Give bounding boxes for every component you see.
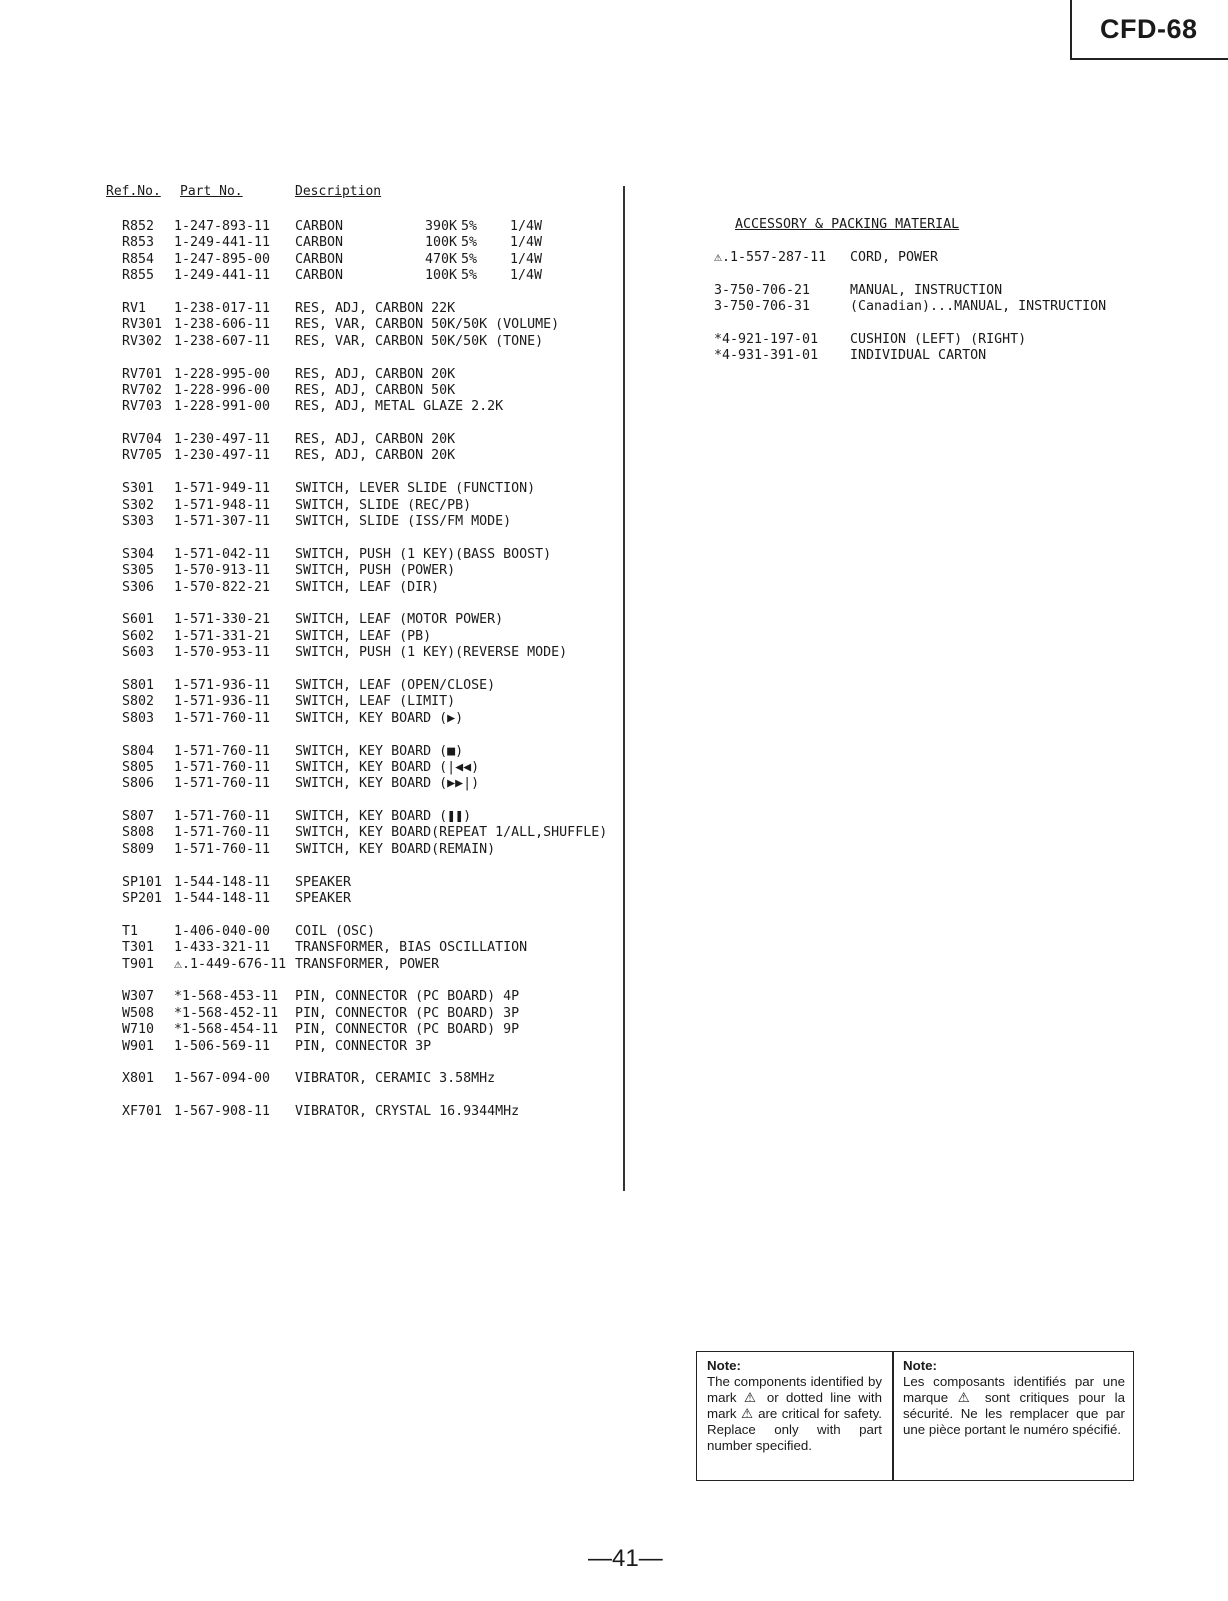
- note-english-heading: Note:: [707, 1358, 741, 1373]
- part-number: 1-570-953-11: [174, 645, 271, 661]
- part-number: 1-506-569-11: [174, 1038, 271, 1054]
- part-description: CARBON: [295, 219, 344, 234]
- part-description: PIN, CONNECTOR (PC BOARD) 3P: [295, 1005, 520, 1021]
- part-description: SWITCH, LEAF (PB): [295, 628, 432, 644]
- part-description: RES, ADJ, CARBON 20K: [295, 366, 456, 382]
- accessory-part-number: ⚠.1-557-287-11: [714, 250, 827, 265]
- part-description: SWITCH, KEY BOARD (■): [295, 743, 464, 759]
- part-ref: S602: [122, 628, 155, 644]
- part-description: PIN, CONNECTOR 3P: [295, 1038, 432, 1054]
- part-ref: S603: [122, 645, 155, 661]
- part-row: [0, 924, 625, 940]
- page-number: —41—: [588, 1545, 663, 1572]
- part-row: [0, 678, 625, 694]
- part-description: SWITCH, LEAF (OPEN/CLOSE): [295, 677, 496, 693]
- part-ref: T1: [122, 923, 139, 939]
- part-row: [0, 629, 625, 645]
- part-ref: S802: [122, 694, 155, 710]
- part-ref: RV705: [122, 448, 163, 464]
- accessory-description: INDIVIDUAL CARTON: [850, 348, 987, 364]
- part-description: SWITCH, PUSH (1 KEY)(BASS BOOST): [295, 546, 552, 562]
- model-title: CFD-68: [1100, 14, 1198, 44]
- part-ref: RV702: [122, 382, 163, 398]
- part-number: 1-247-893-11: [174, 219, 271, 234]
- part-description: SWITCH, LEAF (MOTOR POWER): [295, 612, 504, 628]
- part-ref: S807: [122, 809, 155, 825]
- part-value: 470K: [425, 251, 458, 267]
- part-ref: X801: [122, 1071, 155, 1087]
- part-number: ⚠.1-449-676-11: [174, 956, 287, 972]
- part-number: 1-571-307-11: [174, 514, 271, 530]
- accessory-part-number: *4-921-197-01: [714, 331, 819, 347]
- part-row: [0, 219, 625, 235]
- part-number: 1-544-148-11: [174, 891, 271, 907]
- part-number: 1-571-949-11: [174, 481, 271, 497]
- part-ref: S304: [122, 546, 155, 562]
- part-description: COIL (OSC): [295, 923, 376, 939]
- part-number: 1-230-497-11: [174, 448, 271, 464]
- part-ref: RV301: [122, 317, 163, 333]
- part-row: [0, 1104, 625, 1120]
- part-description: CARBON: [295, 235, 344, 251]
- part-wattage: 1/4W: [510, 268, 543, 284]
- part-description: SWITCH, KEY BOARD(REMAIN): [295, 841, 496, 857]
- part-description: SWITCH, SLIDE (REC/PB): [295, 497, 472, 513]
- part-number: 1-228-991-00: [174, 399, 271, 415]
- part-row: [0, 875, 625, 891]
- part-row: [0, 514, 625, 530]
- part-ref: T901: [122, 956, 155, 972]
- part-row: [0, 432, 625, 448]
- part-number: 1-238-606-11: [174, 317, 271, 333]
- part-ref: S601: [122, 612, 155, 628]
- accessory-description: MANUAL, INSTRUCTION: [850, 282, 1003, 298]
- part-description: SWITCH, SLIDE (ISS/FM MODE): [295, 514, 512, 530]
- part-row: [0, 448, 625, 464]
- part-row: [0, 383, 625, 399]
- part-description: SWITCH, LEAF (DIR): [295, 579, 440, 595]
- part-number: 1-544-148-11: [174, 874, 271, 890]
- part-row: [0, 1022, 625, 1038]
- part-description: TRANSFORMER, POWER: [295, 956, 440, 972]
- part-row: [0, 481, 625, 497]
- part-ref: RV302: [122, 333, 163, 349]
- part-ref: S305: [122, 563, 155, 579]
- part-number: 1-230-497-11: [174, 432, 271, 448]
- part-number: 1-570-822-21: [174, 579, 271, 595]
- note-english-text: The components identified by mark ⚠ or dotted line with mark ⚠ are critical for safety. Replace only with part number specified.: [707, 1374, 882, 1453]
- part-number: 1-228-995-00: [174, 366, 271, 382]
- part-description: TRANSFORMER, BIAS OSCILLATION: [295, 940, 528, 956]
- part-description: PIN, CONNECTOR (PC BOARD) 9P: [295, 1022, 520, 1038]
- part-number: 1-571-936-11: [174, 677, 271, 693]
- part-number: *1-568-454-11: [174, 1022, 279, 1038]
- part-row: [0, 842, 625, 858]
- accessory-part-number: 3-750-706-21: [714, 282, 811, 298]
- part-description: SWITCH, KEY BOARD(REPEAT 1/ALL,SHUFFLE): [295, 825, 608, 841]
- part-tolerance: 5%: [461, 219, 478, 234]
- parts-list: [0, 219, 625, 1120]
- part-ref: RV701: [122, 366, 163, 382]
- model-header-box: [1070, 0, 1228, 60]
- part-number: 1-567-094-00: [174, 1071, 271, 1087]
- part-ref: W710: [122, 1022, 155, 1038]
- part-row: [0, 989, 625, 1005]
- part-ref: RV1: [122, 300, 147, 316]
- part-ref: T301: [122, 940, 155, 956]
- part-number: 1-571-760-11: [174, 776, 271, 792]
- part-number: 1-228-996-00: [174, 382, 271, 398]
- note-divider: [892, 1352, 894, 1480]
- note-french-heading: Note:: [903, 1358, 937, 1373]
- part-ref: W901: [122, 1038, 155, 1054]
- part-description: PIN, CONNECTOR (PC BOARD) 4P: [295, 989, 520, 1005]
- part-ref: XF701: [122, 1104, 163, 1120]
- part-description: RES, ADJ, CARBON 50K: [295, 382, 456, 398]
- part-description: SWITCH, KEY BOARD (|◀◀): [295, 759, 480, 775]
- part-description: SWITCH, PUSH (1 KEY)(REVERSE MODE): [295, 645, 568, 661]
- part-number: 1-571-760-11: [174, 809, 271, 825]
- part-wattage: 1/4W: [510, 251, 543, 267]
- part-tolerance: 5%: [461, 268, 478, 284]
- column-header-part: Part No.: [180, 184, 243, 199]
- part-row: [0, 399, 625, 415]
- part-description: SWITCH, LEAF (LIMIT): [295, 694, 456, 710]
- part-description: VIBRATOR, CERAMIC 3.58MHz: [295, 1071, 496, 1087]
- part-row: [0, 301, 625, 317]
- part-description: SWITCH, PUSH (POWER): [295, 563, 456, 579]
- note-english: [707, 1358, 882, 1454]
- part-number: 1-567-908-11: [174, 1104, 271, 1120]
- part-description: CARBON: [295, 251, 344, 267]
- part-ref: S808: [122, 825, 155, 841]
- part-ref: RV704: [122, 432, 163, 448]
- part-row: [0, 1071, 625, 1087]
- part-row: [0, 809, 625, 825]
- accessory-description: CUSHION (LEFT) (RIGHT): [850, 331, 1027, 347]
- part-description: SWITCH, KEY BOARD (▶▶|): [295, 776, 480, 792]
- part-row: [0, 563, 625, 579]
- part-number: 1-238-017-11: [174, 300, 271, 316]
- part-ref: S806: [122, 776, 155, 792]
- part-row: [0, 498, 625, 514]
- part-number: 1-238-607-11: [174, 333, 271, 349]
- part-tolerance: 5%: [461, 251, 478, 267]
- part-description: SWITCH, KEY BOARD (❚❚): [295, 809, 472, 825]
- part-row: [0, 760, 625, 776]
- part-number: 1-249-441-11: [174, 268, 271, 284]
- safety-note: [696, 1351, 1134, 1481]
- part-ref: R852: [122, 219, 155, 234]
- part-row: [0, 252, 625, 268]
- part-number: *1-568-452-11: [174, 1005, 279, 1021]
- part-row: [0, 776, 625, 792]
- part-number: 1-249-441-11: [174, 235, 271, 251]
- part-ref: S301: [122, 481, 155, 497]
- part-description: VIBRATOR, CRYSTAL 16.9344MHz: [295, 1104, 520, 1120]
- column-divider: [623, 186, 625, 1191]
- part-row: [0, 1006, 625, 1022]
- part-ref: R855: [122, 268, 155, 284]
- part-ref: S306: [122, 579, 155, 595]
- part-ref: R853: [122, 235, 155, 251]
- accessory-description: CORD, POWER: [850, 250, 939, 265]
- part-row: [0, 694, 625, 710]
- part-description: RES, ADJ, CARBON 22K: [295, 300, 456, 316]
- accessory-description: (Canadian)...MANUAL, INSTRUCTION: [850, 299, 1107, 315]
- part-ref: W508: [122, 1005, 155, 1021]
- part-row: [0, 940, 625, 956]
- part-row: [0, 957, 625, 973]
- part-description: RES, VAR, CARBON 50K/50K (VOLUME): [295, 317, 560, 333]
- part-number: 1-571-042-11: [174, 546, 271, 562]
- part-ref: S303: [122, 514, 155, 530]
- part-number: 1-571-760-11: [174, 841, 271, 857]
- part-row: [0, 891, 625, 907]
- part-row: [0, 547, 625, 563]
- part-number: 1-571-760-11: [174, 825, 271, 841]
- part-row: [0, 1039, 625, 1055]
- part-row: [0, 268, 625, 284]
- part-row: [0, 580, 625, 596]
- part-row: [0, 744, 625, 760]
- part-description: RES, ADJ, METAL GLAZE 2.2K: [295, 399, 504, 415]
- part-row: [0, 612, 625, 628]
- part-row: [0, 235, 625, 251]
- part-number: 1-571-760-11: [174, 759, 271, 775]
- part-value: 100K: [425, 268, 458, 284]
- part-description: SWITCH, LEVER SLIDE (FUNCTION): [295, 481, 536, 497]
- part-value: 390K: [425, 219, 458, 234]
- part-row: [0, 711, 625, 727]
- part-number: 1-406-040-00: [174, 923, 271, 939]
- part-description: SPEAKER: [295, 891, 352, 907]
- part-row: [0, 367, 625, 383]
- part-ref: S801: [122, 677, 155, 693]
- part-description: SWITCH, KEY BOARD (▶): [295, 710, 464, 726]
- part-row: [0, 645, 625, 661]
- part-wattage: 1/4W: [510, 235, 543, 251]
- part-ref: S803: [122, 710, 155, 726]
- part-wattage: 1/4W: [510, 219, 543, 234]
- part-ref: S302: [122, 497, 155, 513]
- part-ref: S804: [122, 743, 155, 759]
- part-ref: RV703: [122, 399, 163, 415]
- part-number: 1-247-895-00: [174, 251, 271, 267]
- note-french: [903, 1358, 1125, 1438]
- part-number: 1-571-760-11: [174, 743, 271, 759]
- part-ref: W307: [122, 989, 155, 1005]
- part-description: RES, ADJ, CARBON 20K: [295, 448, 456, 464]
- part-number: 1-571-330-21: [174, 612, 271, 628]
- part-ref: R854: [122, 251, 155, 267]
- part-number: 1-433-321-11: [174, 940, 271, 956]
- part-number: 1-571-936-11: [174, 694, 271, 710]
- part-ref: SP201: [122, 891, 163, 907]
- part-number: *1-568-453-11: [174, 989, 279, 1005]
- part-description: SPEAKER: [295, 874, 352, 890]
- part-row: [0, 334, 625, 350]
- part-row: [0, 317, 625, 333]
- part-value: 100K: [425, 235, 458, 251]
- part-ref: S805: [122, 759, 155, 775]
- column-header-description: Description: [295, 184, 382, 199]
- part-tolerance: 5%: [461, 235, 478, 251]
- part-row: [0, 825, 625, 841]
- part-ref: S809: [122, 841, 155, 857]
- part-description: RES, VAR, CARBON 50K/50K (TONE): [295, 333, 544, 349]
- note-french-text: Les composants identifiés par une marque ⚠ sont critiques pour la sécurité. Ne les remplacer que par une pièce portant le numéro spécifié.: [903, 1374, 1125, 1437]
- part-number: 1-571-331-21: [174, 628, 271, 644]
- accessory-part-number: 3-750-706-31: [714, 299, 811, 315]
- part-ref: SP101: [122, 874, 163, 890]
- accessory-title: ACCESSORY & PACKING MATERIAL: [735, 217, 960, 232]
- part-number: 1-570-913-11: [174, 563, 271, 579]
- part-description: CARBON: [295, 268, 344, 284]
- accessory-part-number: *4-931-391-01: [714, 348, 819, 364]
- part-description: RES, ADJ, CARBON 20K: [295, 432, 456, 448]
- column-header-ref: Ref.No.: [106, 184, 161, 199]
- part-number: 1-571-760-11: [174, 710, 271, 726]
- part-number: 1-571-948-11: [174, 497, 271, 513]
